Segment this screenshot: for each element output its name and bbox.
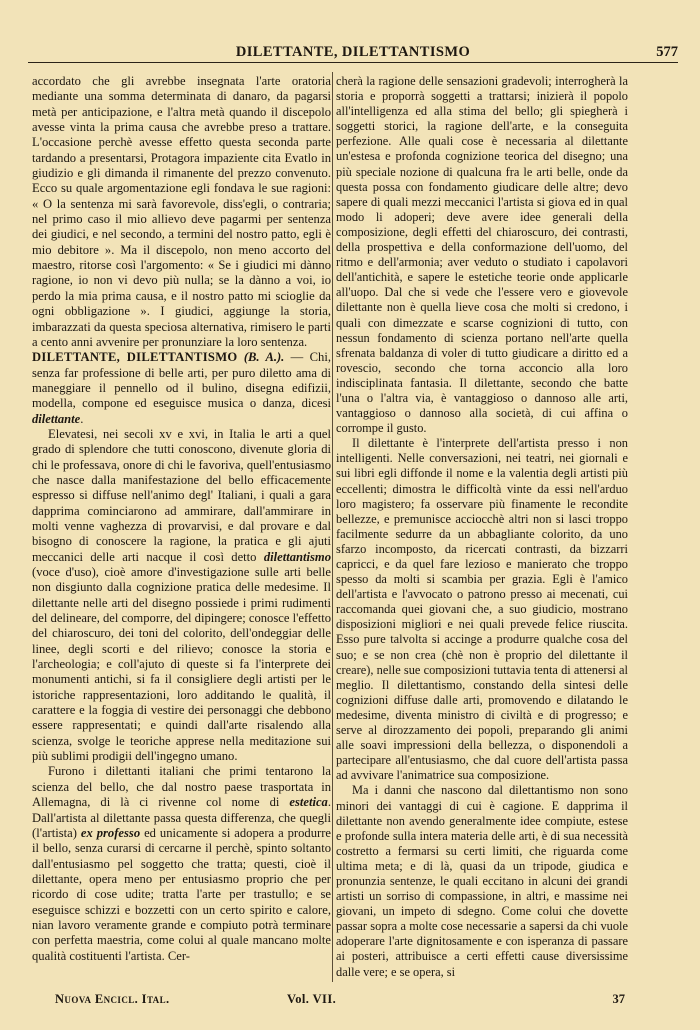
entry-headword: DILETTANTE, DILETTANTISMO [32,350,238,365]
column-divider [332,72,333,982]
paragraph-continuation: accordato che gli avrebbe insegnata l'arte oratoria mediante una somma determinata di danaro, da pagarsi metà per anticipazione, e l'altra metà quando il discepolo avesse vinta la prima causa che avrebbe preso a trattare. L'occasione perchè avesse effetto questa seconda parte tardando a presentarsi, Protagora impaziente cita Evatlo in giudizio e gli dimanda il rimanente del prezzo convenuto. Ecco su quale argomentazione egli fondava le sue ragioni: « O la sentenza mi sarà favorevole, diss'egli, o contraria; nel primo caso il mio allievo deve pagarmi per sentenza dei giudici, e nel secondo, a termini del nostro patto, egli è mio debitore ». Ma il discepolo, non meno accorto del maestro, ritorse così l'argomento: « Se i giudici mi dànno ragione, io non vi devo più nulla; se la dànno a voi, io perdo la mia prima causa, e il nostro patto mi scioglie da ogni obbligazione ». I giudici, aggiunge la storia, imbarazzati da questa speciosa alternativa, rimisero le parti a cento anni avvenire per pronunziare la loro sentenza. [32,74,331,349]
paragraph-term-ex-professo: ex professo [80,825,141,840]
encyclopedia-name: Nuova Encicl. Ital. [55,992,170,1006]
paragraph-text-a: Elevatesi, nei secoli xv e xvi, in Italia le arti a quel grado di splendore che tutti conoscono, divenute gloria di chi le professava, onore di chi le favoriva, quell'entusiasmo che nasce dalla manifestazione del bello efficacemente espresso si diffuse nell'animo degl' Italiani, i quali a gara dapprima cominciarono ad ammirare, dall'ammirare in molti venne vaghezza di provarvisi, e dal provare e dal bisogno di conoscere la ragione, la pratica e gli ajuti meccanici delle arti nacque il così detto [32,426,331,564]
paragraph-term-estetica: estetica [289,795,328,810]
entry-paragraph [32,350,331,427]
paragraph-furono [32,764,331,963]
paragraph-term: dilettantismo [263,549,331,564]
entry-text-a: — Chi, senza far professione di belle arti, per puro diletto ama di maneggiare il pennello od il bulino, disegna edifizii, modella, compone ed eseguisce musica o danza, dicesi [32,350,331,411]
volume-label: Vol. VII. [287,992,337,1006]
page-header [28,42,678,63]
paragraph-text-a: Furono i dilettanti italiani che primi tentarono la scienza del bello, che dal nostro paese trasportata in Allemagna, di là ci rivenne col nome di [32,764,331,810]
paragraph-danni: Ma i danni che nascono dal dilettantismo non sono minori dei vantaggi di cui è cagione. E dapprima il dilettante non avendo generalmente idee compiute, estese e profonde sulla intera materia delle arti, è di sua necessità costretto a fermarsi su certi limiti, che riguarda come ultima meta; e di là, quasi da un tripode, giudica e pronunzia sentenze, le quali eccitano in alcuni dei grandi artisti un sorriso di compassione, in altri, e massime nei giovani, un impeto di sdegno. Come colui che dovette passar sopra a molte cose necessarie a sapersi da chi vuole adoperare l'arte dignitosamente e con isperanza di passare ai posteri, attribuisce a certi effetti cause diversissime dalle vere; e se opera, si [336,783,628,979]
paragraph-elevatesi [32,427,331,765]
paragraph-continuation: cherà la ragione delle sensazioni gradevoli; interrogherà la storia e proporrà soggetti a trattarsi; inizierà il popolo all'intelligenza ed alla stima del bello; gli spiegherà i soggetti storici, la ragione dell'arte, e la conseguita perfezione. Alle quali cose è necessaria al dilettante un'estesa e profonda cognizione teorica del disegno; una più speciale nozione di qualcuna fra le arti belle, onde da questa possa con fondamento giudicare delle altre; devo sapere di quali mezzi meccanici l'artista si giova ed in qual modo li adoperi; deve avere idee generali della composizione, degli effetti del chiaroscuro, dei contrasti, della prospettiva e della conformazione dell'uomo, del ritmo e dell'armonia; aver veduto o studiato i capolavori dell'antichità, e sapere le estetiche teorie onde applicarle all'uopo. Dal che si vede che l'essere vero e giovevole dilettante non è quella lieve cosa che molti si credono, i quali con dimezzate e scarse cognizioni di tutto, con nessun fondamento di scienza portano nell'arte quella sfrenata baldanza di voler di tutto giudicare a diritto ed a rovescio, secondo che torna acconcio alla loro indisciplinata fantasia. Il dilettante, secondo che batte l'una o l'altra via, è vantaggioso o dannoso alle arti, vantaggioso o dannoso alla società, di cui affina o corrompe il gusto. [336,74,628,436]
paragraph-interprete: Il dilettante è l'interprete dell'artista presso i non intelligenti. Nelle conversazioni, nei teatri, nei giornali e sui libri egli diffonde il nome e la valentia degli artisti più eccellenti; dimostra le difficoltà vinte da essi nell'arduo loro magistero; fa osservare più finamente le recondite bellezze, e premunisce acciocchè altri non si lasci troppo facilmente sedurre da un abbagliante colorito, da uno sfarzo incomposto, da ricercati contrasti, da bizzarri capricci, e da quel fare lezioso e manierato che troppo spesso da molti si scambia per grazia. Egli è l'amico dell'artista e l'avvocato o patrono presso ai mecenati, cui raccomanda quei giovani che, a suo giudicio, mostrano disposizioni migliori e nei quali prevede felice riuscita. Esso pure talvolta si accinge a produrre qualche cosa del suo; e se non crea (chè non è proprio del dilettante il creare), nelle sue composizioni tuttavia tenta di attenersi al meglio. Il dilettantismo, constando della sintesi delle cognizioni diffuse dalle arti, promovendo e dilatando le medesime, diventa ministro di civiltà e di progresso; e serve al dirozzamento dei popoli, preparando gli animi alle soavi impressioni della bellezza, o disponendoli a partecipare all'entusiasmo, che dal cuore dell'artista passa ad avvivare l'animatrice sua composizione. [336,436,628,783]
running-title: DILETTANTE, DILETTANTISMO [235,44,471,60]
right-column [336,74,628,980]
page-number: 577 [656,44,678,60]
page-footer [55,992,625,1010]
entry-text-b: . [80,411,84,426]
paragraph-text-b: (voce d'uso), cioè amore d'investigazione sulle arti belle non disgiunto dalla cognizione pratica delle medesime. Il dilettante nelle arti del disegno possiede i primi rudimenti del delineare, del comporre, del dipingere; conosce l'effetto del chiaroscuro, dei toni del colorito, dell'ondeggiar delle linee, degli scorti e del rilievo; conosce la storia e l'archeologia; e coll'ajuto di queste si fa l'interprete dei monumenti antichi, si fa il consigliere degli artisti per le istoriche rappresentazioni, loro additando le qualità, il carattere e la foggia di vestire dei personaggi che debbono essere rappresentati; e quindi dall'arte risalendo alla scienza, svolge le teoriche apprese nella meditazione sui più sublimi prodigii dell'ingegno umano. [32,565,331,764]
left-column [32,74,331,964]
signature-number: 37 [612,992,625,1006]
entry-term: dilettante [32,411,81,426]
paragraph-text-c: ed unicamente si adopera a produrre il bello, senza curarsi di cercarne il perchè, spinto soltanto dall'entusiasmo pel soggetto che tratta; questi, cioè il dilettante, opera meno per entusiasmo proprio che per ricordo di cose udite; tratta l'arte per trastullo; e se eseguisce schizzi e bozzetti con un certo spirito e calore, nian lavoro veramente grande e compiuto potrà terminare con perfetta maestria, come colui al quale mancano molte qualità costituenti l'artista. Cer- [32,825,331,963]
paragraph-text-b: . Dall'artista al dilettante passa questa differenza, che quegli (l'artista) [32,795,331,840]
entry-author: (B. A.). [243,350,285,365]
